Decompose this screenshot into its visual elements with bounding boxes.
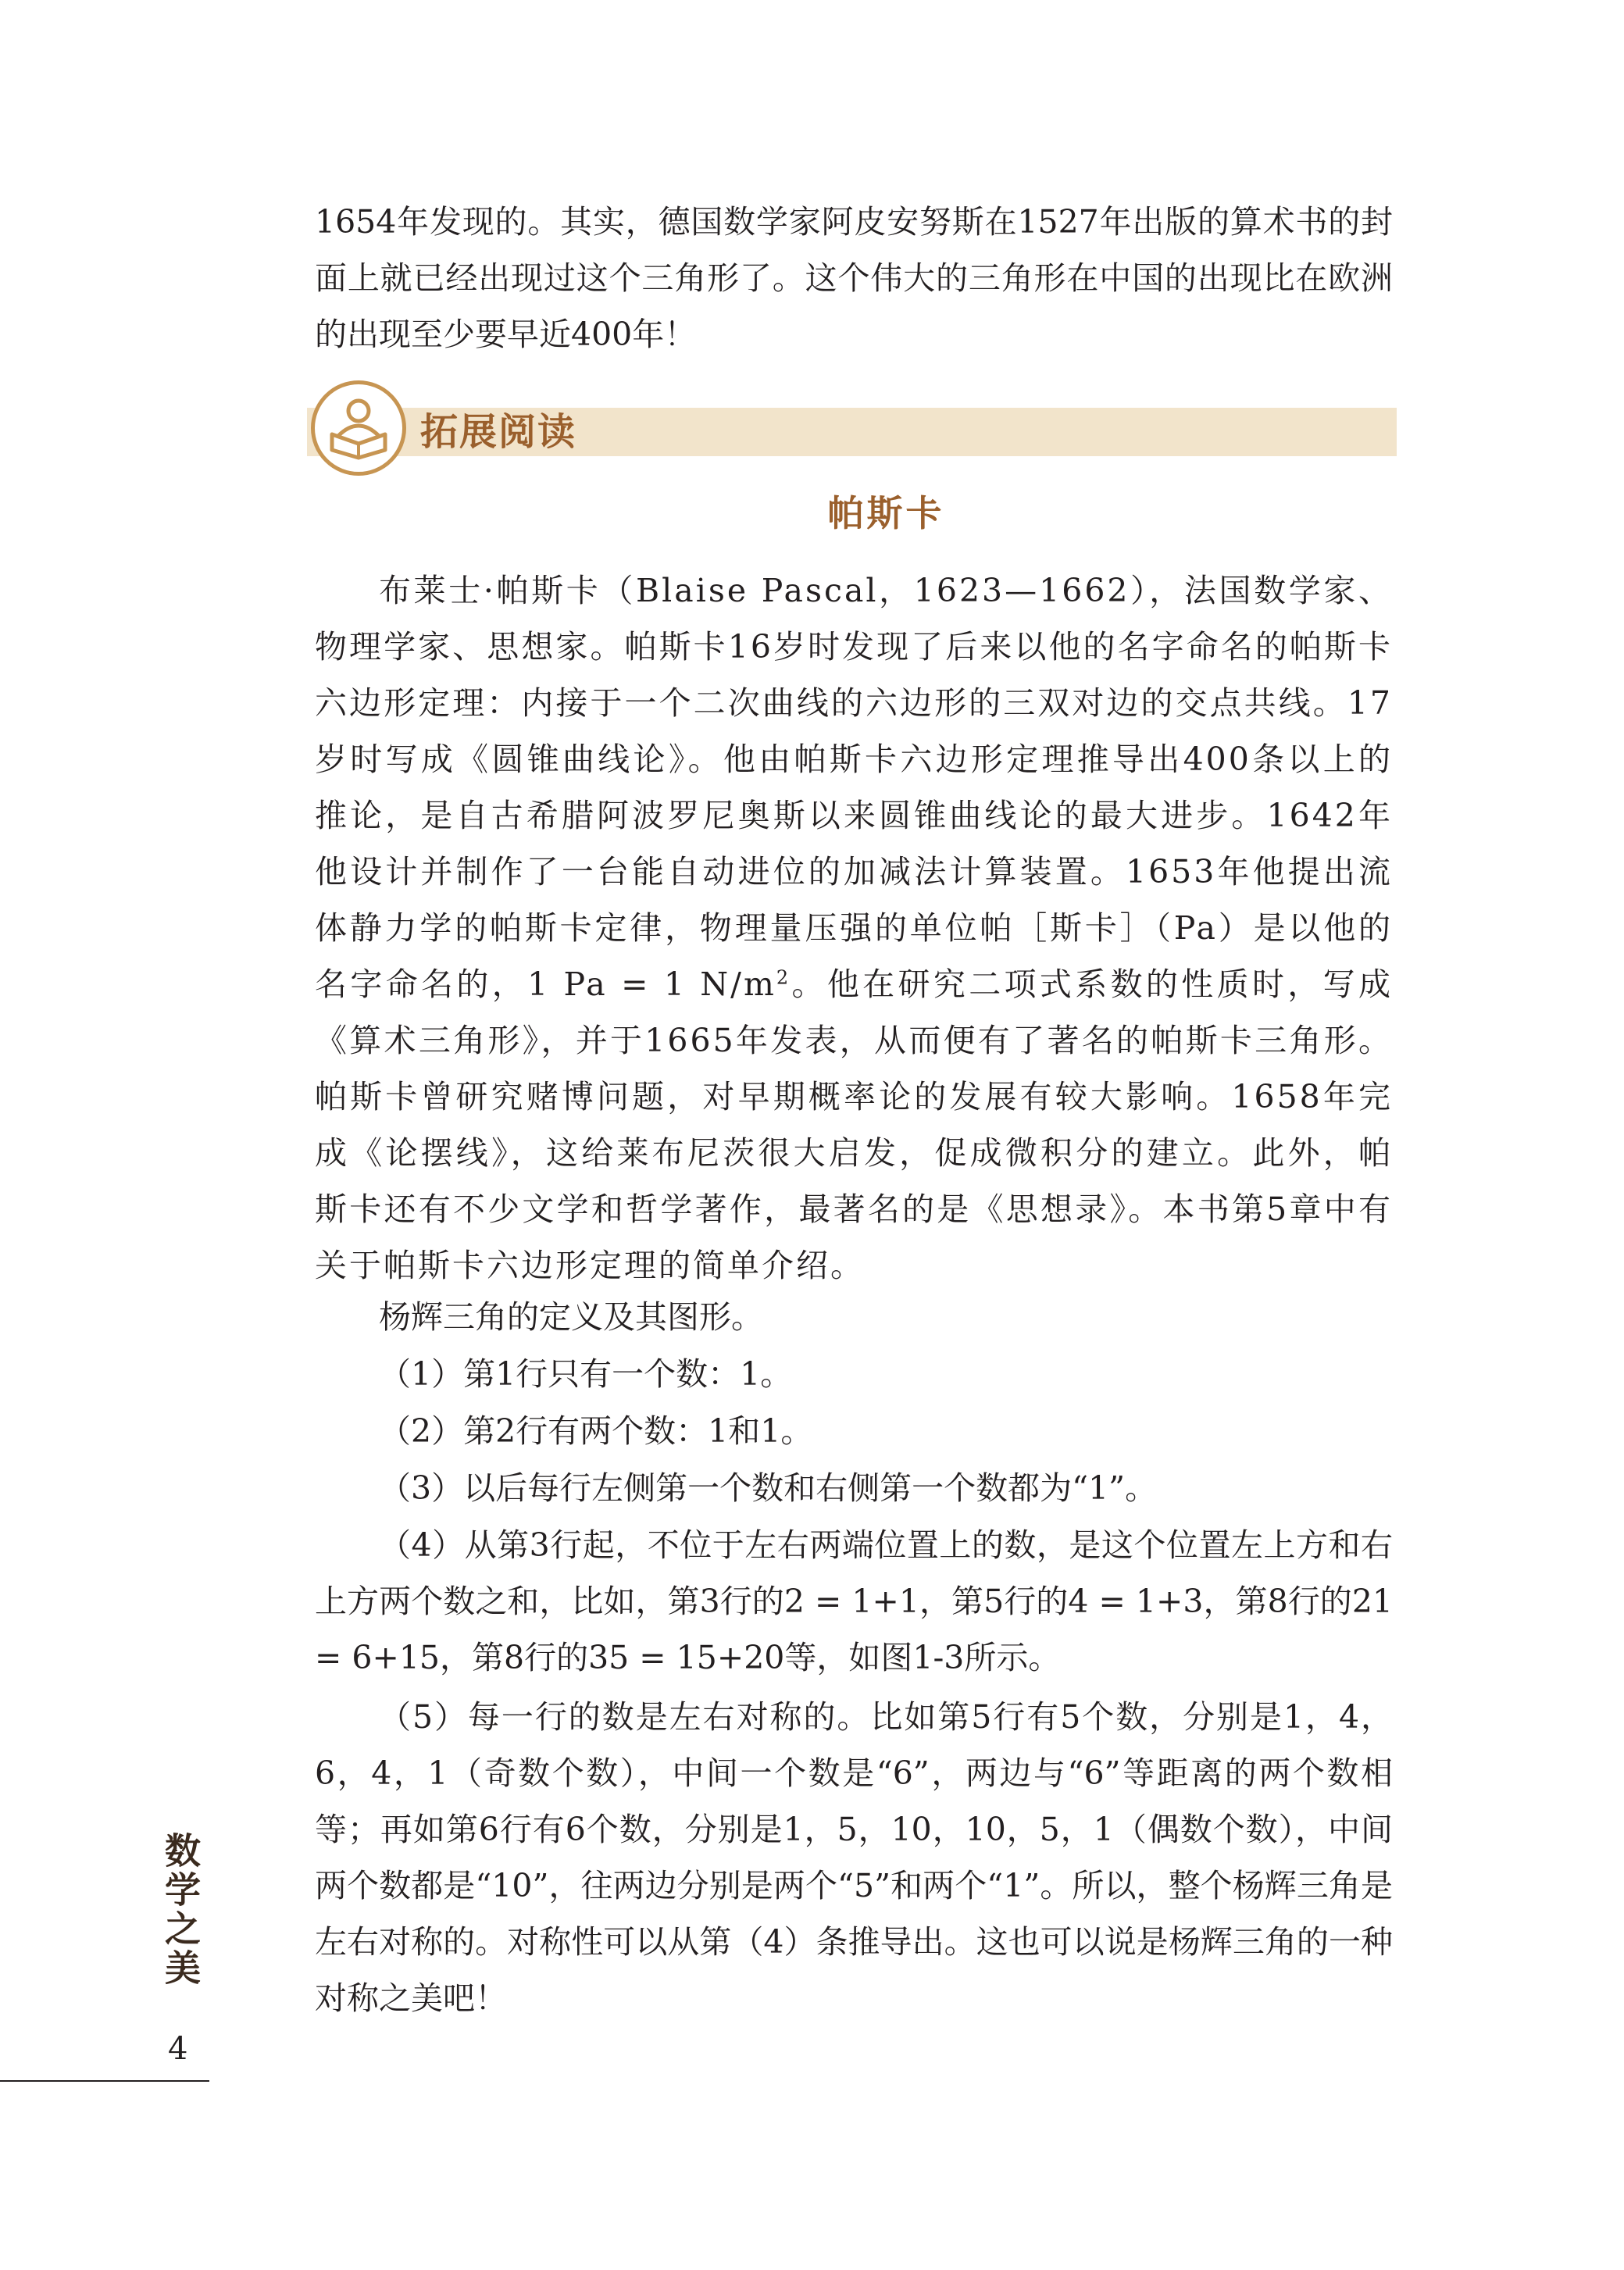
pascal-bio-text-b: 。他在研究二项式系数的性质时，写成《算术三角形》，并于1665年发表，从而便有了著名的帕斯卡三角形。帕斯卡曾研究赌博问题，对早期概率论的发展有较大影响。1658年完成《论摆线》，这给莱布尼茨很大启发，促成微积分的建立。此外，帕斯卡还有不少文学和哲学著作，最著名的是《思想录》。本书第5章中有关于帕斯卡六边形定理的简单介绍。 xyxy=(315,965,1393,1284)
extended-reading-label: 拓展阅读 xyxy=(420,410,577,454)
reading-person-icon xyxy=(311,380,406,476)
definition-item-2: （2）第2行有两个数：1和1。 xyxy=(379,1412,813,1450)
footer-rule xyxy=(0,2080,209,2082)
book-title-vertical: 数学之美 xyxy=(159,1832,202,1988)
pascal-biography-paragraph xyxy=(315,562,1393,1294)
definition-item-1: （1）第1行只有一个数：1。 xyxy=(379,1355,793,1393)
pascal-bio-text-a: 布莱士·帕斯卡（Blaise Pascal，1623—1662），法国数学家、物理学家、思想家。帕斯卡16岁时发现了后来以他的名字命名的帕斯卡六边形定理：内接于一个二次曲线的六边形的三双对边的交点共线。17岁时写成《圆锥曲线论》。他由帕斯卡六边形定理推导出400条以上的推论，是自古希腊阿波罗尼奥斯以来圆锥曲线论的最大进步。1642年他设计并制作了一台能自动进位的加减法计算装置。1653年他提出流体静力学的帕斯卡定律，物理量压强的单位帕［斯卡］（Pa）是以他的名字命名的，1 Pa = 1 N/m xyxy=(315,572,1393,1003)
definition-item-4: （4）从第3行起，不位于左右两端位置上的数，是这个位置左上方和右上方两个数之和，比如，第3行的2 = 1+1，第5行的4 = 1+3，第8行的21 = 6+15，第8行的35 = 15+20等，如图1-3所示。 xyxy=(315,1526,1393,1676)
definition-item-3: （3）以后每行左侧第一个数和右侧第一个数都为“1”。 xyxy=(379,1469,1158,1507)
intro-paragraph: 1654年发现的。其实，德国数学家阿皮安努斯在1527年出版的算术书的封面上就已经出现过这个三角形了。这个伟大的三角形在中国的出现比在欧洲的出现至少要早近400年！ xyxy=(315,203,1393,353)
definition-heading: 杨辉三角的定义及其图形。 xyxy=(379,1298,763,1336)
section-title: 帕斯卡 xyxy=(827,492,945,534)
definition-item-5: （5）每一行的数是左右对称的。比如第5行有5个数，分别是1，4，6，4，1（奇数个数），中间一个数是“6”，两边与“6”等距离的两个数相等；再如第6行有6个数，分别是1，5，10，10，5，1（偶数个数），中间两个数都是“10”，往两边分别是两个“5”和两个“1”。所以，整个杨辉三角是左右对称的。对称性可以从第（4）条推导出。这也可以说是杨辉三角的一种对称之美吧！ xyxy=(315,1698,1393,2017)
unit-superscript: 2 xyxy=(776,966,791,989)
page-number: 4 xyxy=(168,2031,188,2067)
